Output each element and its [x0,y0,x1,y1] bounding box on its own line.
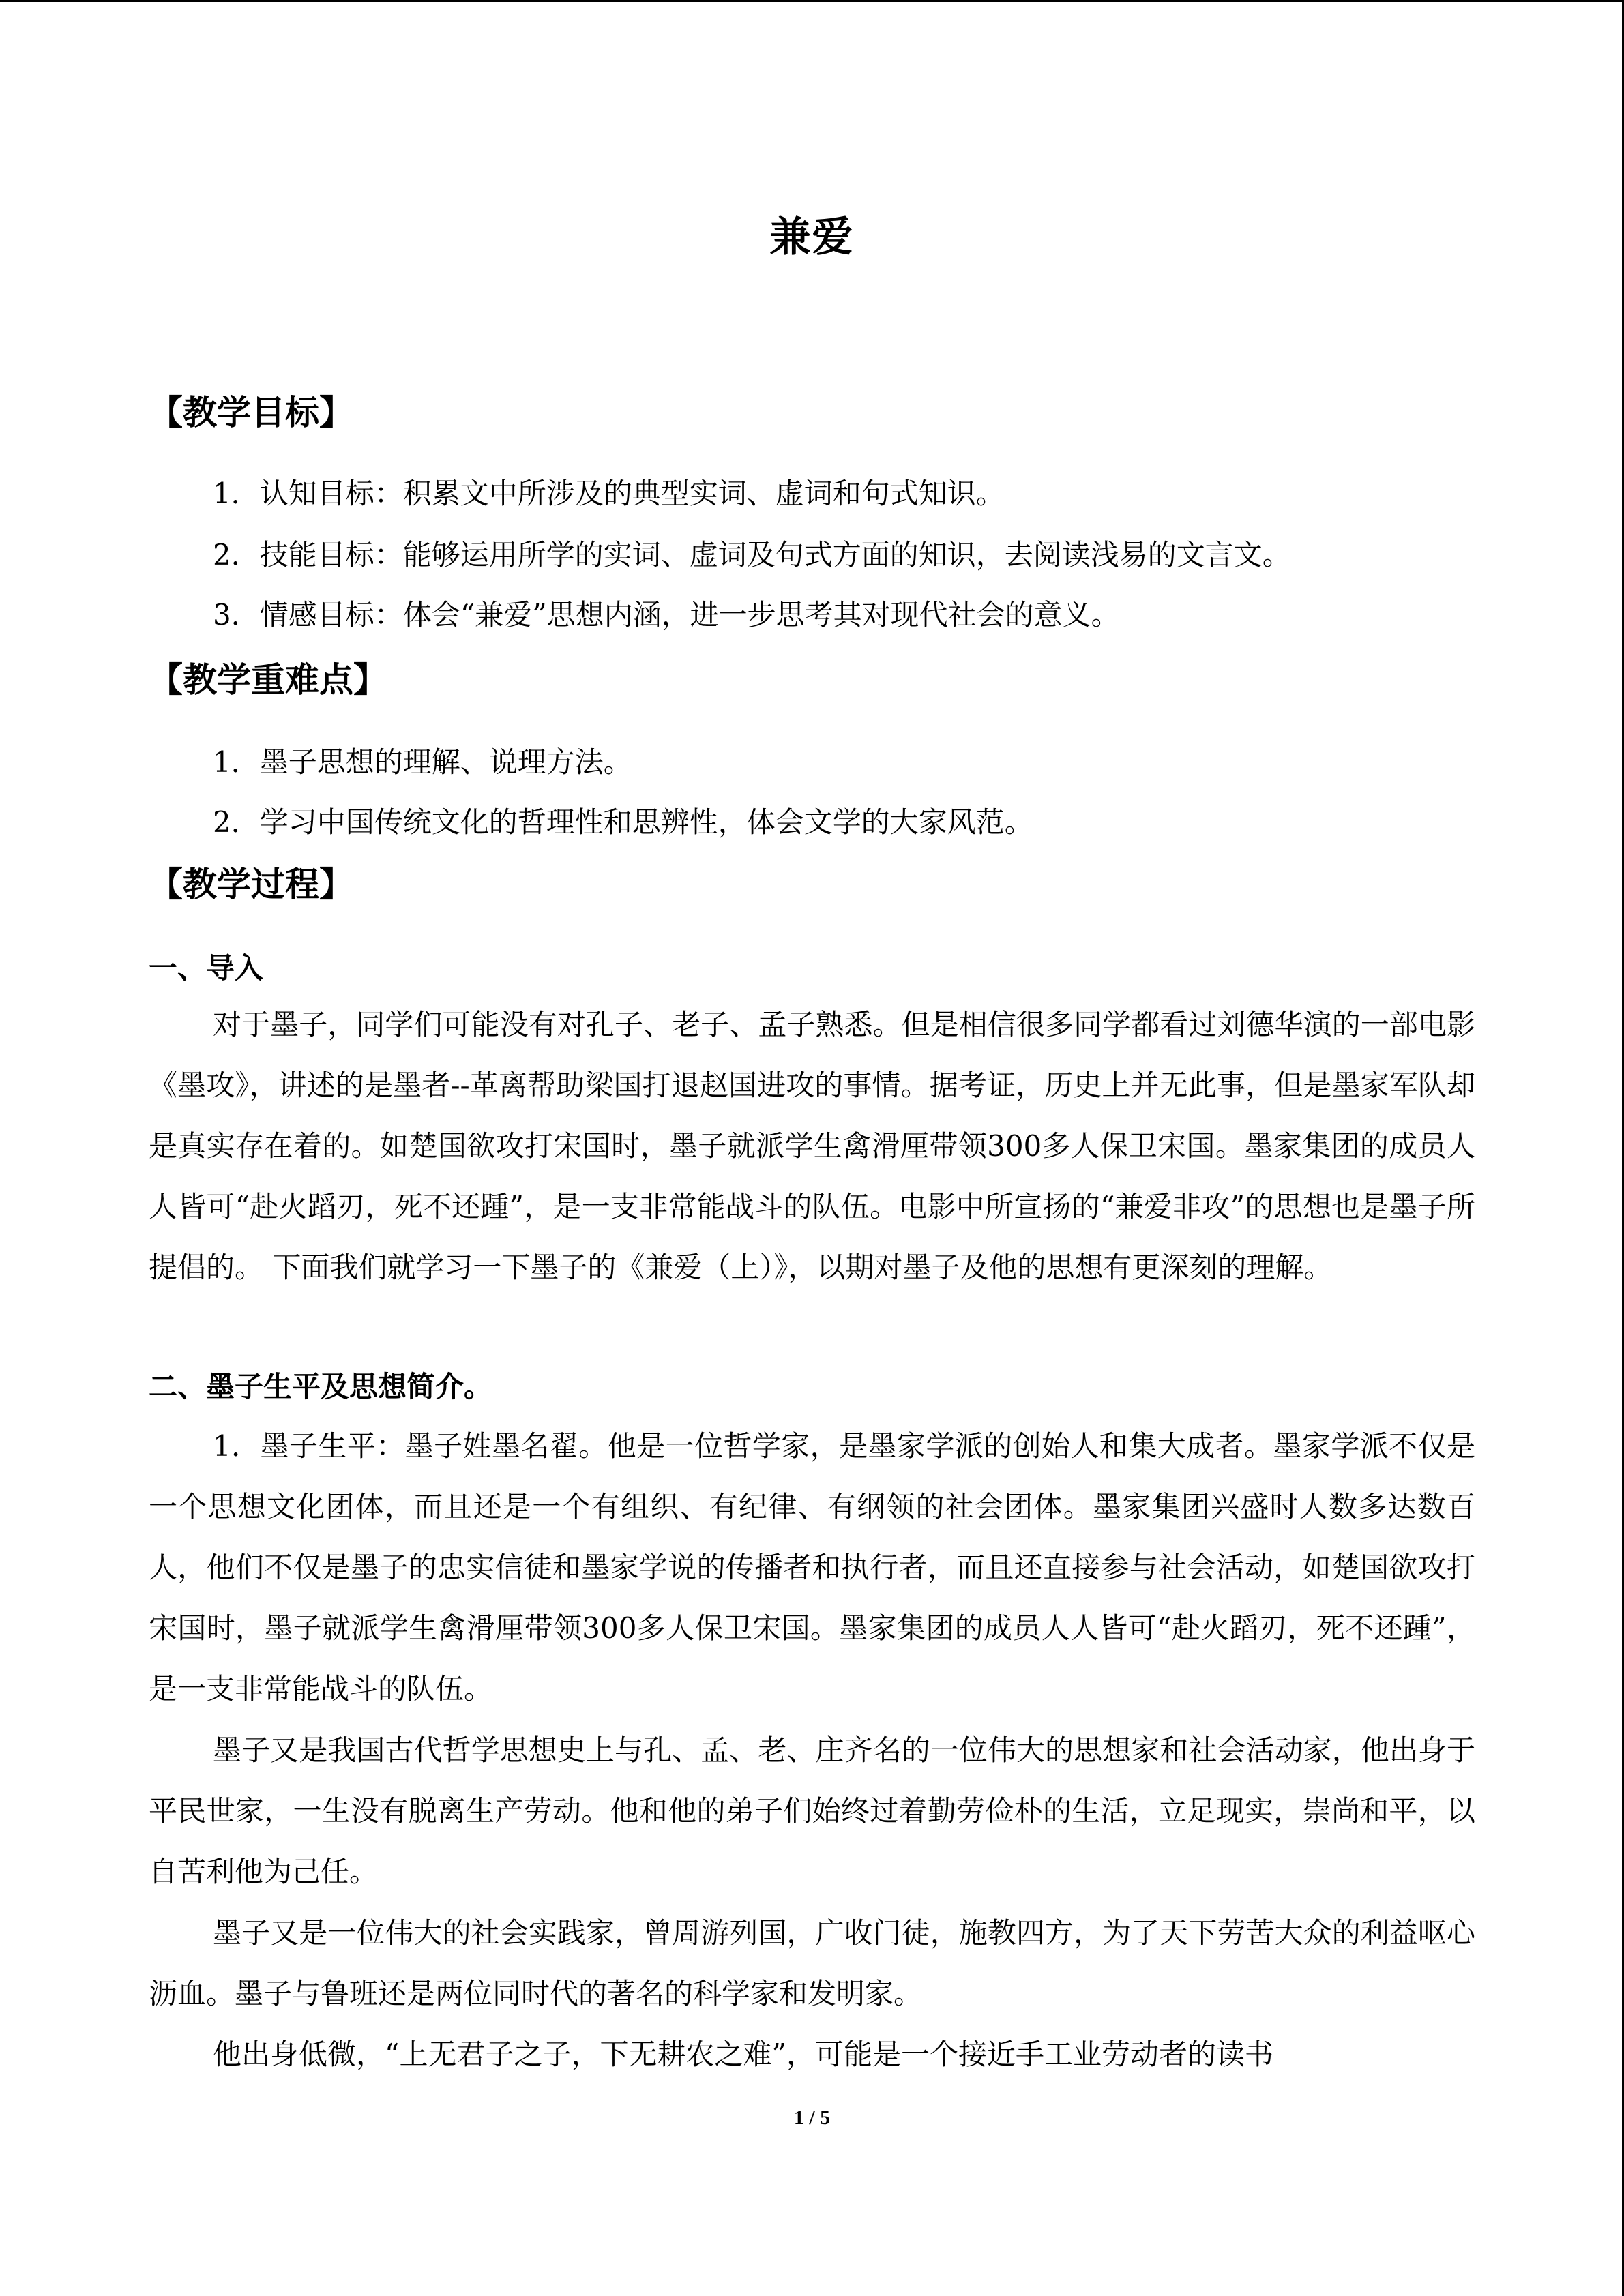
objective-item-3: 3．情感目标：体会“兼爱”思想内涵，进一步思考其对现代社会的意义。 [213,598,1120,631]
page-number: 1 / 5 [793,2106,831,2129]
biography-paragraph-2: 墨子又是我国古代哲学思想史上与孔、孟、老、庄齐名的一位伟大的思想家和社会活动家，他出身于平民世家，一生没有脱离生产劳动。他和他的弟子们始终过着勤劳俭朴的生活，立足现实，崇尚和平，以自苦利他为己任。 [149,1733,1475,1888]
key-point-item-1: 1．墨子思想的理解、说理方法。 [213,745,632,779]
objective-item-1: 1．认知目标：积累文中所涉及的典型实词、虚词和句式知识。 [213,477,1005,510]
biography-paragraph-3: 墨子又是一位伟大的社会实践家，曾周游列国，广收门徒，施教四方，为了天下劳苦大众的利益呕心沥血。墨子与鲁班还是两位同时代的著名的科学家和发明家。 [149,1916,1475,2010]
sub-heading-introduction: 一、导入 [149,951,264,985]
biography-paragraph-4: 他出身低微，“上无君子之子，下无耕农之难”，可能是一个接近手工业劳动者的读书 [213,2038,1273,2071]
objective-item-2: 2．技能目标：能够运用所学的实词、虚词及句式方面的知识，去阅读浅易的文言文。 [213,538,1291,571]
section-heading-key-points: 【教学重难点】 [149,660,387,700]
document-title: 兼爱 [769,213,855,261]
key-point-item-2: 2．学习中国传统文化的哲理性和思辨性，体会文学的大家风范。 [213,805,1033,839]
sub-heading-mozi-biography: 二、墨子生平及思想简介。 [149,1370,493,1403]
section-heading-objectives: 【教学目标】 [149,393,353,432]
page-top-border [0,0,1624,2]
introduction-paragraph: 对于墨子，同学们可能没有对孔子、老子、孟子熟悉。但是相信很多同学都看过刘德华演的一部电影《墨攻》，讲述的是墨者--革离帮助梁国打退赵国进攻的事情。据考证，历史上并无此事，但是墨家军队却是真实存在着的。如楚国欲攻打宋国时，墨子就派学生禽滑厘带领300多人保卫宋国。墨家集团的成员人人皆可“赴火蹈刃，死不还踵”，是一支非常能战斗的队伍。电影中所宣扬的“兼爱非攻”的思想也是墨子所提倡的。 下面我们就学习一下墨子的《兼爱（上）》，以期对墨子及他的思想有更深刻的理解。 [149,1008,1475,1284]
section-heading-process: 【教学过程】 [149,865,353,904]
biography-paragraph-1: 1．墨子生平：墨子姓墨名翟。他是一位哲学家，是墨家学派的创始人和集大成者。墨家学派不仅是一个思想文化团体，而且还是一个有组织、有纪律、有纲领的社会团体。墨家集团兴盛时人数多达数百人，他们不仅是墨子的忠实信徒和墨家学说的传播者和执行者，而且还直接参与社会活动，如楚国欲攻打宋国时，墨子就派学生禽滑厘带领300多人保卫宋国。墨家集团的成员人人皆可“赴火蹈刃，死不还踵”，是一支非常能战斗的队伍。 [149,1429,1475,1705]
